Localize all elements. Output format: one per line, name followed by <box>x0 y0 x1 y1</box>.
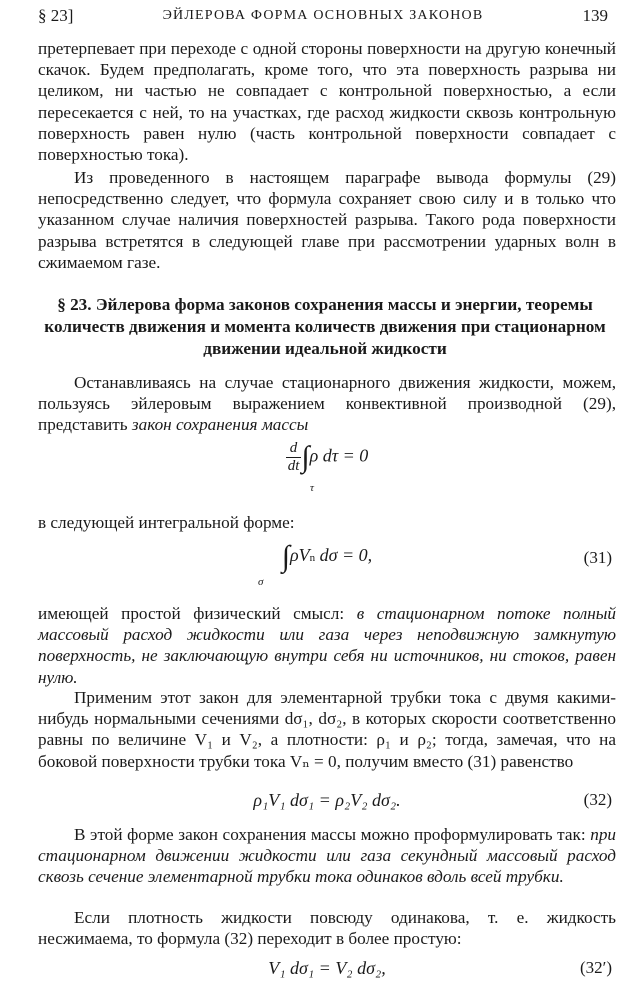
integral-sign: ∫ <box>301 440 310 474</box>
paragraph-continued: претерпевает при переходе с одной стороны поверхности на другую конечный скачок. Будем предполагать, кроме того, что эта поверхность разрыва ни целиком, ни частью не совпадает с контрольной поверхностью, а если пересекается с ней, то на участках, где расход жидкости сквозь контрольную поверхность равен нулю (часть контрольной поверхности совпадает с поверхностью тока). <box>38 39 616 165</box>
formula-mass-derivative: $\frac{d}{dt}$ ∫ρ dτ = 0 τ <box>287 440 369 494</box>
header-section: § 23] <box>38 6 74 25</box>
running-header <box>38 6 608 30</box>
integral-domain: σ <box>258 576 264 588</box>
paragraph3-text: Останавливаясь на случае стационарного движения жидкости, можем, пользуясь эйлеровым выражением конвективной производной (29), представить <box>38 373 616 435</box>
integral-sign: ∫ <box>281 540 291 573</box>
paragraph-integral-form: в следующей интегральной форме: <box>38 513 295 532</box>
paragraph3-emphasis: закон сохранения массы <box>131 415 309 435</box>
formula-32: ρ₁V₁ dσ₁ = ρ₂V₂ dσ₂. (32) <box>253 790 612 810</box>
section-heading: § 23. Эйлерова форма законов сохранения массы и энергии, теоремы количеств движения и момента количеств движения при стационарном движении идеальной жидкости <box>44 295 606 358</box>
paragraph-incompressible: Если плотность жидкости повсюду одинакова, т. е. жидкость несжимаема, то формула (32) переходит в более простую: <box>38 908 616 949</box>
formula-32-prime: V₁ dσ₁ = V₂ dσ₂, (32′) <box>268 958 612 978</box>
equation-number: (31) <box>583 548 612 567</box>
formula-31: ∫ρVn dσ = 0, σ (31) <box>258 540 612 588</box>
page-number: 139 <box>582 6 608 25</box>
header-title: ЭЙЛЕРОВА ФОРМА ОСНОВНЫХ ЗАКОНОВ <box>162 8 484 23</box>
equation-number: (32) <box>583 790 612 809</box>
derivative-fraction: $\frac{d}{dt}$ <box>287 440 300 474</box>
equation-number: (32′) <box>579 958 612 977</box>
integral-domain: τ <box>310 482 314 494</box>
paragraph-physical-meaning: имеющей простой физический смысл: в стационарном потоке полный массовый расход жидкости или газа через неподвижную замкнутую поверхность, не заключающую внутри себя ни источников, ни стоков, равен нулю. <box>38 604 617 687</box>
paragraph-mass-conservation <box>38 372 616 436</box>
paragraph-reformulation: В этой форме закон сохранения массы можно проформулировать так: при стационарном движении жидкости или газа секундный массовый расход сквозь сечение элементарной трубки тока одинаков вдоль всей трубки. <box>38 825 617 887</box>
paragraph-formula-29: Из проведенного в настоящем параграфе вывода формулы (29) непосредственно следует, что формула сохраняет свою силу и в только что указанном случае наличия поверхностей разрыва. Такого рода поверхности разрыва встретятся в следующей главе при рассмотрении ударных волн в сжимаемом газе. <box>38 168 616 272</box>
paragraph5-emphasis: в стационарном потоке полный массовый расход жидкости или газа через неподвижную замкнутую поверхность, не заключающую внутри себя ни источников, ни стоков, равен нулю. <box>38 604 617 687</box>
paragraph-stream-tube: Применим этот закон для элементарной трубки тока с двумя какими-нибудь нормальными сечениями dσ₁, dσ₂, в которых скорости соответственно равны по величине V₁ и V₂, а плотности: ρ₁ и ρ₂; тогда, замечая, что на боковой поверхности трубки тока Vₙ = 0, получим вместо (31) равенство <box>38 688 616 771</box>
paragraph7-emphasis: при стационарном движении жидкости или газа секундный массовый расход сквозь сечение элементарной трубки тока одинаков вдоль всей трубки. <box>38 825 617 887</box>
